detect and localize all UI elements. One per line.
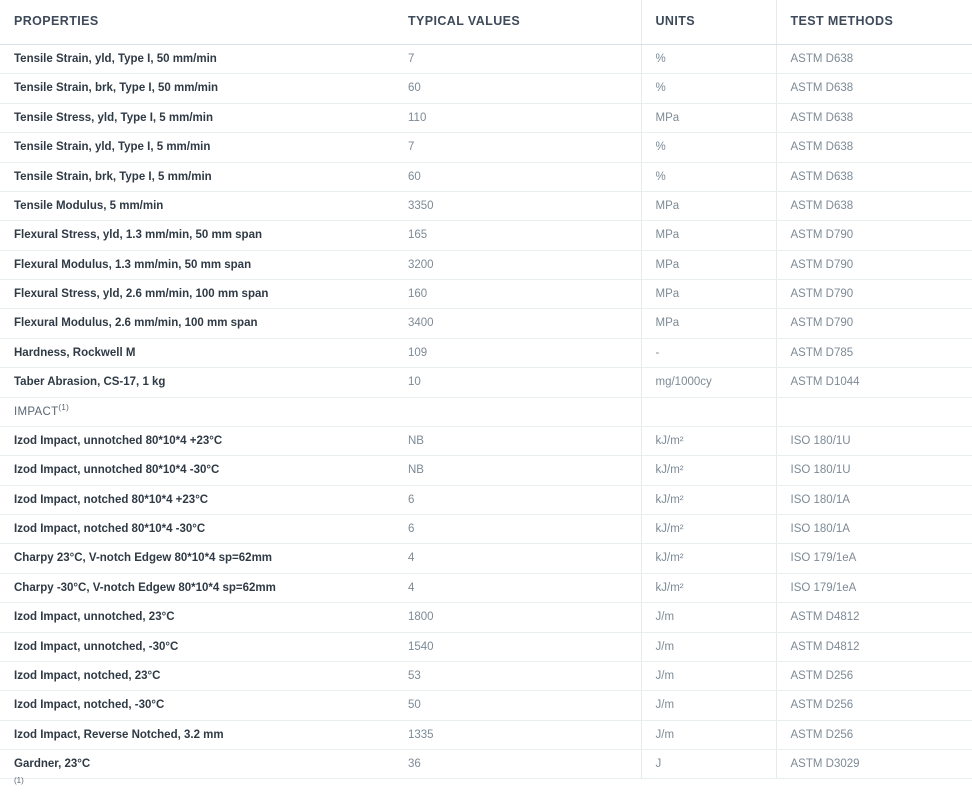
cell-test-method: ASTM D638 [776, 74, 972, 103]
footnote-sup: (1) [14, 776, 24, 786]
cell-property: Izod Impact, unnotched 80*10*4 -30°C [0, 456, 394, 485]
table-row [0, 750, 972, 779]
cell-property: Izod Impact, notched 80*10*4 -30°C [0, 515, 394, 544]
cell-property: Tensile Stress, yld, Type I, 5 mm/min [0, 103, 394, 132]
cell-typical-value: 50 [394, 691, 641, 720]
cell-typical-value: 1800 [394, 603, 641, 632]
cell-typical-value: 109 [394, 338, 641, 367]
cell-property: Tensile Strain, yld, Type I, 5 mm/min [0, 133, 394, 162]
cell-units: mg/1000cy [641, 368, 776, 397]
table-row [0, 485, 972, 514]
cell-test-method: ASTM D785 [776, 338, 972, 367]
cell-units [641, 397, 776, 426]
cell-test-method: ASTM D1044 [776, 368, 972, 397]
cell-units: kJ/m² [641, 573, 776, 602]
table-row [0, 191, 972, 220]
table-header [0, 0, 972, 45]
cell-test-method: ASTM D790 [776, 250, 972, 279]
cell-typical-value: 3400 [394, 309, 641, 338]
column-header-units: UNITS [641, 0, 776, 45]
cell-units: kJ/m² [641, 515, 776, 544]
cell-property: Flexural Stress, yld, 2.6 mm/min, 100 mm span [0, 280, 394, 309]
table-row [0, 661, 972, 690]
table-row [0, 74, 972, 103]
cell-typical-value: 160 [394, 280, 641, 309]
cell-test-method: ISO 179/1eA [776, 544, 972, 573]
cell-test-method: ISO 180/1U [776, 456, 972, 485]
cell-typical-value: 7 [394, 45, 641, 74]
cell-test-method: ASTM D790 [776, 309, 972, 338]
cell-units: % [641, 133, 776, 162]
cell-units: kJ/m² [641, 544, 776, 573]
cell-units: % [641, 162, 776, 191]
cell-units: J/m [641, 603, 776, 632]
cell-property: Izod Impact, unnotched 80*10*4 +23°C [0, 426, 394, 455]
table-section-row [0, 397, 972, 426]
cell-typical-value: NB [394, 456, 641, 485]
cell-test-method: ASTM D638 [776, 45, 972, 74]
cell-units: MPa [641, 309, 776, 338]
cell-units: J/m [641, 661, 776, 690]
cell-property: Charpy 23°C, V-notch Edgew 80*10*4 sp=62mm [0, 544, 394, 573]
footnote-sup: (1) [58, 402, 70, 412]
cell-typical-value [394, 397, 641, 426]
cell-test-method: ASTM D638 [776, 133, 972, 162]
table-row [0, 309, 972, 338]
cell-typical-value: NB [394, 426, 641, 455]
cell-property: Tensile Modulus, 5 mm/min [0, 191, 394, 220]
table-row [0, 250, 972, 279]
cell-typical-value: 7 [394, 133, 641, 162]
cell-typical-value: 165 [394, 221, 641, 250]
table-row [0, 368, 972, 397]
table-row [0, 221, 972, 250]
table-row [0, 515, 972, 544]
cell-test-method: ASTM D638 [776, 191, 972, 220]
cell-typical-value: 3200 [394, 250, 641, 279]
table-row [0, 720, 972, 749]
cell-property: Flexural Stress, yld, 1.3 mm/min, 50 mm span [0, 221, 394, 250]
cell-units: J/m [641, 691, 776, 720]
cell-typical-value: 6 [394, 515, 641, 544]
cell-property: Izod Impact, unnotched, -30°C [0, 632, 394, 661]
cell-typical-value: 60 [394, 162, 641, 191]
trailing-footnote-marker [0, 776, 972, 793]
cell-test-method: ASTM D4812 [776, 632, 972, 661]
cell-test-method: ISO 180/1U [776, 426, 972, 455]
cell-units: % [641, 45, 776, 74]
cell-test-method: ASTM D790 [776, 221, 972, 250]
table-row [0, 544, 972, 573]
cell-test-method: ASTM D256 [776, 691, 972, 720]
table-row [0, 632, 972, 661]
cell-property: Izod Impact, unnotched, 23°C [0, 603, 394, 632]
cell-property: Izod Impact, Reverse Notched, 3.2 mm [0, 720, 394, 749]
cell-test-method [776, 397, 972, 426]
cell-test-method: ISO 180/1A [776, 485, 972, 514]
cell-property: Izod Impact, notched, -30°C [0, 691, 394, 720]
table-row [0, 45, 972, 74]
cell-typical-value: 110 [394, 103, 641, 132]
column-header-properties: PROPERTIES [0, 0, 394, 45]
cell-test-method: ASTM D638 [776, 103, 972, 132]
cell-typical-value: 36 [394, 750, 641, 779]
cell-test-method: ASTM D256 [776, 661, 972, 690]
table-row [0, 603, 972, 632]
cell-test-method: ASTM D3029 [776, 750, 972, 779]
cell-units: MPa [641, 191, 776, 220]
cell-units: J [641, 750, 776, 779]
table-row [0, 133, 972, 162]
cell-units: MPa [641, 250, 776, 279]
cell-typical-value: 1335 [394, 720, 641, 749]
cell-units: kJ/m² [641, 426, 776, 455]
cell-typical-value: 6 [394, 485, 641, 514]
cell-property: Izod Impact, notched, 23°C [0, 661, 394, 690]
cell-property: Tensile Strain, brk, Type I, 50 mm/min [0, 74, 394, 103]
cell-property: Flexural Modulus, 1.3 mm/min, 50 mm span [0, 250, 394, 279]
cell-units: J/m [641, 632, 776, 661]
cell-test-method: ASTM D4812 [776, 603, 972, 632]
cell-test-method: ASTM D638 [776, 162, 972, 191]
table-row [0, 456, 972, 485]
cell-property: Tensile Strain, yld, Type I, 50 mm/min [0, 45, 394, 74]
cell-typical-value: 10 [394, 368, 641, 397]
cell-units: MPa [641, 280, 776, 309]
table-row [0, 162, 972, 191]
cell-property: Taber Abrasion, CS-17, 1 kg [0, 368, 394, 397]
cell-property: Flexural Modulus, 2.6 mm/min, 100 mm span [0, 309, 394, 338]
table-row [0, 573, 972, 602]
table-row [0, 426, 972, 455]
cell-units: J/m [641, 720, 776, 749]
cell-units: kJ/m² [641, 456, 776, 485]
cell-test-method: ASTM D256 [776, 720, 972, 749]
cell-units: % [641, 74, 776, 103]
cell-units: MPa [641, 221, 776, 250]
table-body [0, 45, 972, 779]
column-header-typical-values: TYPICAL VALUES [394, 0, 641, 45]
cell-typical-value: 60 [394, 74, 641, 103]
cell-test-method: ISO 180/1A [776, 515, 972, 544]
cell-units: MPa [641, 103, 776, 132]
table-header-row [0, 0, 972, 45]
table-row [0, 691, 972, 720]
table-row [0, 280, 972, 309]
column-header-test-methods: TEST METHODS [776, 0, 972, 45]
table-row [0, 103, 972, 132]
cell-test-method: ISO 179/1eA [776, 573, 972, 602]
cell-property: Hardness, Rockwell M [0, 338, 394, 367]
cell-property: Izod Impact, notched 80*10*4 +23°C [0, 485, 394, 514]
cell-typical-value: 4 [394, 544, 641, 573]
cell-property: Gardner, 23°C [0, 750, 394, 779]
cell-units: - [641, 338, 776, 367]
cell-test-method: ASTM D790 [776, 280, 972, 309]
cell-units: kJ/m² [641, 485, 776, 514]
cell-property: IMPACT$^{(1)}$ [0, 397, 394, 426]
cell-typical-value: 4 [394, 573, 641, 602]
cell-typical-value: 3350 [394, 191, 641, 220]
cell-property: Charpy -30°C, V-notch Edgew 80*10*4 sp=62mm [0, 573, 394, 602]
cell-typical-value: 53 [394, 661, 641, 690]
cell-typical-value: 1540 [394, 632, 641, 661]
table-row [0, 338, 972, 367]
cell-property: Tensile Strain, brk, Type I, 5 mm/min [0, 162, 394, 191]
